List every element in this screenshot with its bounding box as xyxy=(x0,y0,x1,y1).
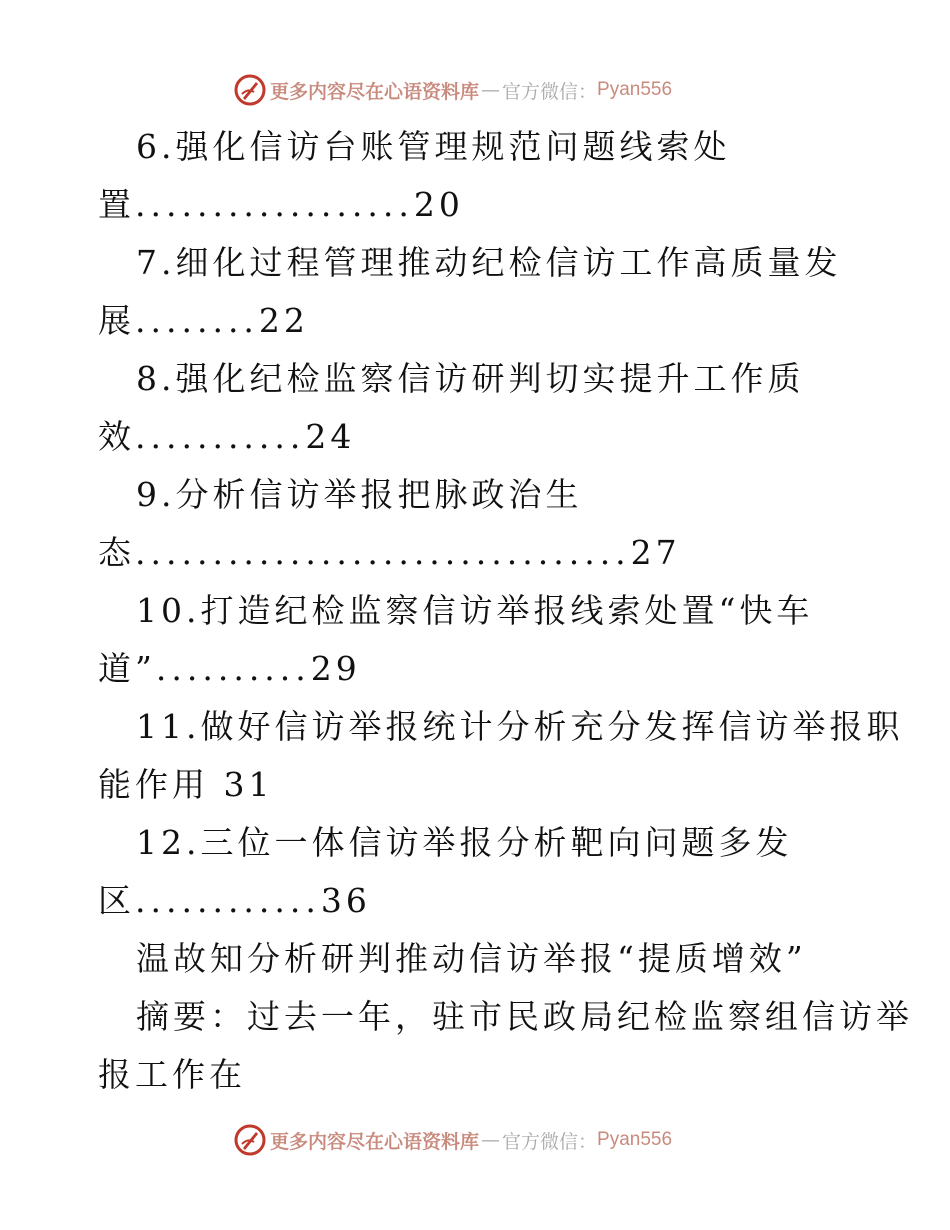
toc-page-number: 27 xyxy=(630,533,681,572)
abstract-line: 报工作在 xyxy=(98,1055,246,1094)
toc-tail: 能作用 xyxy=(98,765,209,804)
toc-entry-title: 11.做好信访举报统计分析充分发挥信访举报职 xyxy=(136,707,904,746)
toc-tail: 区 xyxy=(98,881,135,920)
watermark-brand: 更多内容尽在心语资料库 xyxy=(270,80,480,103)
toc-entry-continuation xyxy=(98,408,888,466)
toc-page-number: 29 xyxy=(310,649,361,688)
watermark-footer xyxy=(234,1122,672,1158)
toc-leader-dots: .......... xyxy=(155,649,311,688)
abstract-line: 摘要：过去一年，驻市民政局纪检监察组信访举 xyxy=(136,997,913,1036)
toc-entry-title: 6.强化信访台账管理规范问题线索处 xyxy=(136,127,731,166)
toc-entry-title: 9.分析信访举报把脉政治生 xyxy=(136,475,583,514)
toc-entry-continuation xyxy=(98,524,888,582)
toc-entry-title: 8.强化纪检监察信访研判切实提升工作质 xyxy=(136,359,805,398)
watermark-label: 官方微信： xyxy=(502,1130,598,1153)
toc-entry-continuation xyxy=(98,176,888,234)
toc-leader-dots: ........... xyxy=(135,417,306,456)
watermark-separator: — xyxy=(481,1129,501,1151)
toc-leader-dots: ........ xyxy=(135,301,259,340)
quill-logo-icon xyxy=(234,1124,266,1156)
toc-entry-title: 10.打造纪检监察信访举报线索处置“快车 xyxy=(136,591,814,630)
toc-tail: 效 xyxy=(98,417,135,456)
watermark-separator: — xyxy=(481,79,501,101)
toc-tail: 道” xyxy=(98,649,156,688)
document-body xyxy=(98,118,913,1104)
toc-page-number: 31 xyxy=(223,765,274,804)
article-title: 温故知分析研判推动信访举报“提质增效” xyxy=(136,939,807,978)
toc-leader-dots: ............ xyxy=(135,881,321,920)
watermark-brand: 更多内容尽在心语资料库 xyxy=(270,1130,480,1153)
toc-tail: 态 xyxy=(98,533,135,572)
watermark-header xyxy=(234,72,672,108)
toc-tail: 展 xyxy=(98,301,135,340)
quill-logo-icon xyxy=(234,74,266,106)
toc-entry-continuation xyxy=(98,872,888,930)
toc-leader-dots: ................................ xyxy=(135,533,631,572)
toc-page-number: 24 xyxy=(305,417,356,456)
toc-entry-continuation xyxy=(98,756,888,814)
toc-entry-continuation xyxy=(98,292,888,350)
toc-entry-continuation xyxy=(98,640,888,698)
toc-leader-dots xyxy=(209,765,224,804)
toc-entry-title: 12.三位一体信访举报分析靶向问题多发 xyxy=(136,823,793,862)
toc-page-number: 36 xyxy=(320,881,371,920)
toc-leader-dots: .................. xyxy=(135,185,414,224)
watermark-id: Pyan556 xyxy=(597,79,673,100)
watermark-id: Pyan556 xyxy=(597,1129,673,1150)
watermark-label: 官方微信： xyxy=(502,80,598,103)
toc-entry-title: 7.细化过程管理推动纪检信访工作高质量发 xyxy=(136,243,842,282)
toc-page-number: 22 xyxy=(258,301,309,340)
toc-tail: 置 xyxy=(98,185,135,224)
toc-page-number: 20 xyxy=(413,185,464,224)
